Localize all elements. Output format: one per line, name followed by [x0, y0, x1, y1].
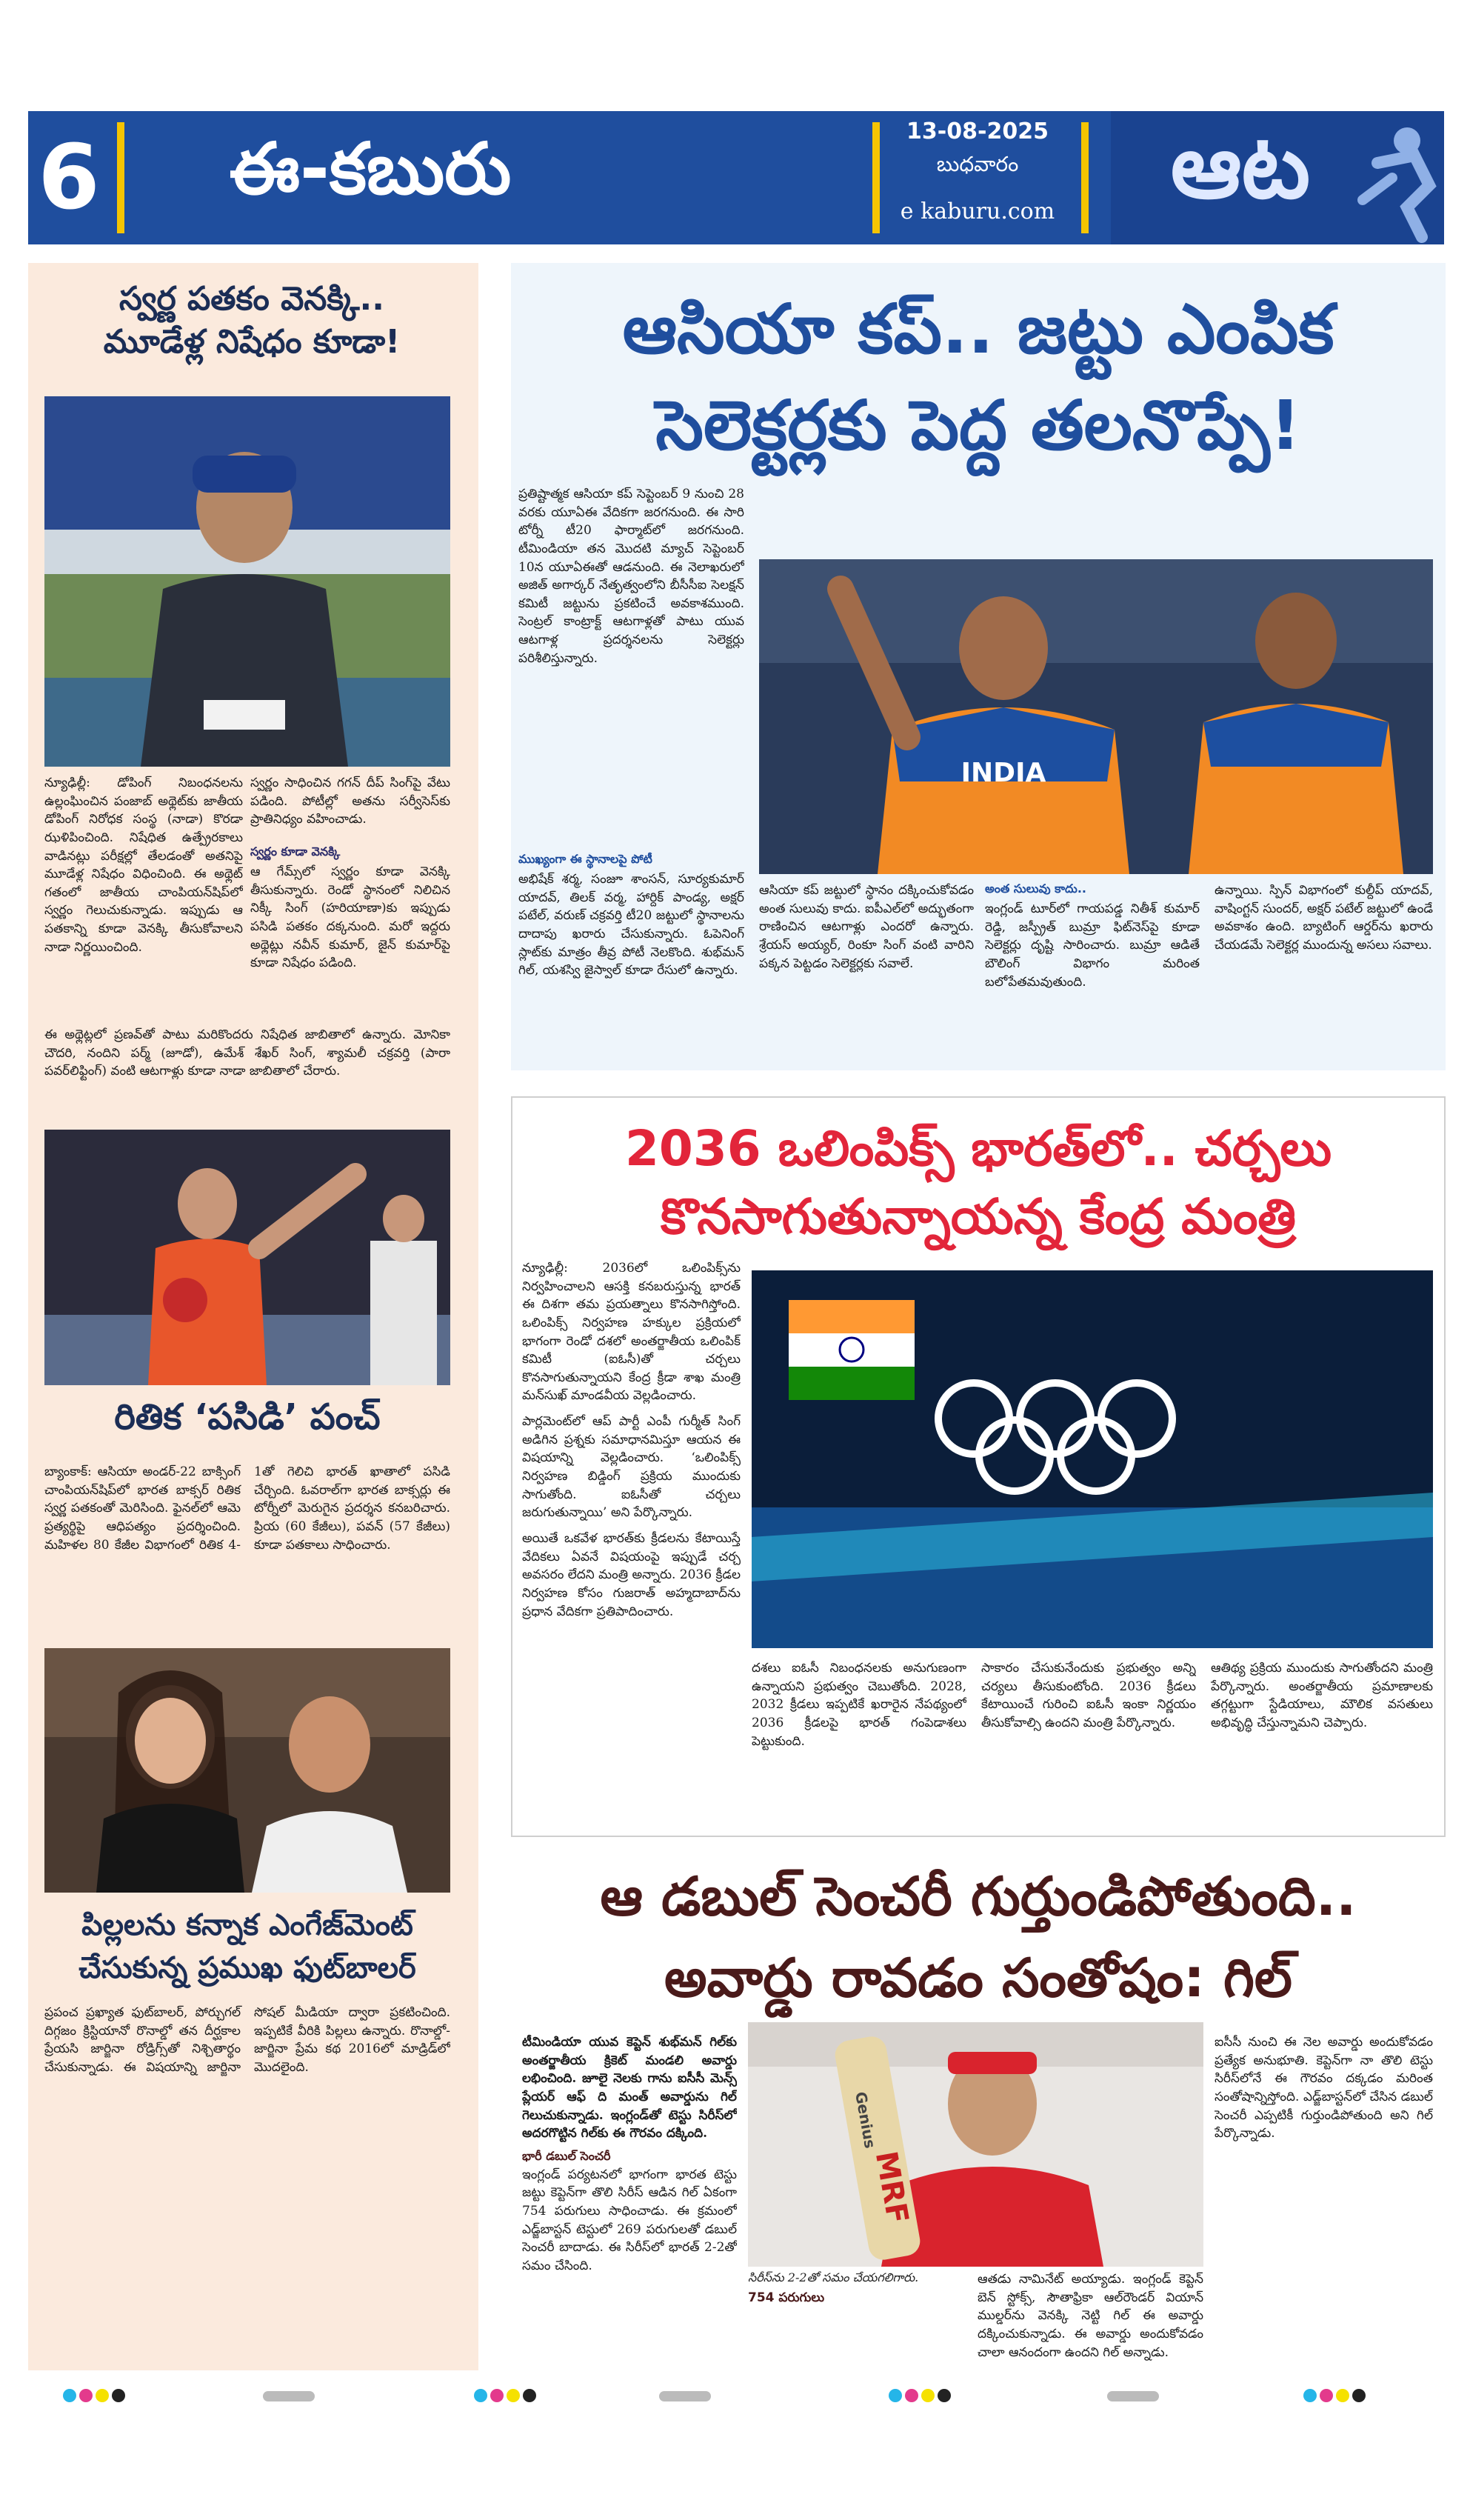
- article-body: ప్రతిష్టాత్మక ఆసియా కప్ సెప్టెంబర్ 9 నుంచి 28 వరకు యూఏఈ వేదికగా జరగనుంది. ఈ సారి టోర్నీ టీ20 ఫార్మాట్‌లో జరగనుంది. టీమిండియా తన మొదటి మ్యాచ్ సెప్టెంబర్ 10న యూఏఈతో ఆడనుంది. ఈ నెలాఖరులో అజిత్ అగార్కర్ నేతృత్వంలోని బీసీసీఐ సెలక్షన్ కమిటీ జట్టును ప్రకటించే అవకాశముంది. సెంట్రల్ కాంట్రాక్ట్ ఆటగాళ్లతో పాటు యువ ఆటగాళ్ల ప్రదర్శనలను సెలెక్టర్లు పరిశీలిస్తున్నారు.: [518, 487, 744, 666]
- color-registration-mark: [63, 2389, 125, 2402]
- page-number: 6: [38, 126, 100, 230]
- article-headline: [511, 1856, 1446, 2019]
- article-headline: [44, 1904, 450, 1990]
- article-body: ఐసీసీ నుంచి ఈ నెల అవార్డు అందుకోవడం ప్రత్యేక అనుభూతి. కెప్టెన్‌గా నా తొలి టెస్టు సిరీస్‌లోనే ఈ గౌరవం దక్కడం మరింత సంతోషాన్నిస్తోంది. ఎడ్జ్‌బాస్టన్‌లో చేసిన డబుల్ సెంచరీ ఎప్పటికీ గుర్తుండిపోతుంది అని గిల్ పేర్కొన్నాడు.: [1215, 2035, 1433, 2141]
- color-registration-mark: [1303, 2389, 1366, 2402]
- section-title: ఆట: [1170, 116, 1311, 219]
- cricketers-photo: [759, 559, 1433, 874]
- headline-line: పిల్లలను కన్నాక ఎంగేజ్‌మెంట్: [81, 1908, 413, 1942]
- photo-caption: సిరీస్‌ను 2-2తో సమం చేయగలిగారు.: [748, 2270, 919, 2284]
- article-body: ఆ గేమ్స్‌లో స్వర్ణం కూడా వెనక్కి తీసుకున్నారు. రెండో స్థానంలో నిలిచిన నిక్కీ సింగ్ (హరియాణా)కు ఇప్పుడు పసిడి పతకం దక్కనుంది. మరో ఇద్దరు అథ్లెట్లు నవీన్ కుమార్, జైన్ కుమార్‌పై కూడా నిషేధం పడింది.: [250, 864, 450, 971]
- article-body: సాకారం చేసుకునేందుకు ప్రభుత్వం అన్ని చర్యలు తీసుకుంటోంది. 2036 క్రీడలు కేటాయించే గురించి ఐఓసీ ఇంకా నిర్ణయం తీసుకోవాల్సి ఉందని మంత్రి పేర్కొన్నారు.: [981, 1661, 1196, 1730]
- article-subhead: ముఖ్యంగా ఈ స్థానాలపై పోటీ: [518, 852, 652, 866]
- bat-logo: MRF: [868, 2148, 915, 2227]
- gray-registration-bar: [659, 2391, 711, 2401]
- article-body: ప్రపంచ ప్రఖ్యాత ఫుట్‌బాలర్, పోర్చుగల్ దిగ్గజం క్రిస్టియానో రొనాల్డో తన దీర్ఘకాల ప్రేయసి జార్జినా రోడ్రిగ్స్‌తో నిశ్చితార్థం చేసుకున్నాడు. ఈ విషయాన్ని జార్జినా సోషల్ మీడియా ద్వారా ప్రకటించింది. ఇప్పటికే వీరికి పిల్లలు ఉన్నారు. రొనాల్డో-జార్జినా ప్రేమ కథ 2016లో మాడ్రిడ్‌లో మొదలైంది.: [44, 2005, 450, 2075]
- headline-line: ఆసియా కప్.. జట్టు ఎంపిక: [622, 290, 1334, 369]
- athlete-photo: [44, 396, 450, 767]
- article-body: అభిషేక్ శర్మ, సంజూ శాంసన్, సూర్యకుమార్ యాదవ్, తిలక్ వర్మ, హార్దిక్ పాండ్య, అక్షర్ పటేల్, వరుణ్ చక్రవర్తి టీ20 జట్టులో స్థానాలను దాదాపు ఖరారు చేసుకున్నారు. ఓపెనింగ్ స్లాట్‌కు మాత్రం తీవ్ర పోటీ నెలకొంది. శుభ్‌మన్ గిల్, యశస్వి జైస్వాల్ కూడా రేసులో ఉన్నారు.: [518, 872, 744, 979]
- headline-line: 2036 ఒలింపిక్స్ భారత్‌లో.. చర్చలు: [624, 1120, 1332, 1177]
- olympic-ceremony-photo: [752, 1270, 1433, 1648]
- masthead-divider: [872, 122, 880, 233]
- paragraph: న్యూఢిల్లీ: 2036లో ఒలింపిక్స్‌ను నిర్వహించాలని ఆసక్తి కనబరుస్తున్న భారత్ ఈ దిశగా తమ ప్రయత్నాలు కొనసాగిస్తోంది. ఒలింపిక్స్ నిర్వహణ హక్కుల ప్రక్రియలో భాగంగా రెండో దశలో అంతర్జాతీయ ఒలింపిక్ కమిటీ (ఐఓసీ)తో చర్చలు కొనసాగుతున్నాయని కేంద్ర క్రీడా శాఖ మంత్రి మన్‌సుఖ్ మాండవీయ వెల్లడించారు.: [522, 1261, 741, 1404]
- masthead-divider: [1081, 122, 1089, 233]
- color-registration-mark: [889, 2389, 951, 2402]
- article-subhead: అంత సులువు కాదు..: [985, 881, 1086, 896]
- masthead-divider: [117, 122, 124, 233]
- paper-name: ఈ-కబురు: [229, 127, 512, 210]
- article-body: న్యూఢిల్లీ: డోపింగ్ నిబంధనలను ఉల్లంఘించిన పంజాబ్ అథ్లెట్‌కు జాతీయ డోపింగ్ నిరోధక సంస్థ (నాడా) కొరడా ఝళిపించింది. నిషేధిత ఉత్ప్రేరకాలు వాడినట్లు పరీక్షల్లో తేలడంతో అతనిపై మూడేళ్ల నిషేధం విధించింది. ఈ అథ్లెట్ గతంలో జాతీయ చాంపియన్‌షిప్‌లో స్వర్ణం గెలుచుకున్నాడు. ఇప్పుడు ఆ పతకాన్ని కూడా వెనక్కి తీసుకోవాలని నాడా నిర్ణయించింది.: [44, 776, 243, 955]
- couple-photo: [44, 1648, 450, 1893]
- paragraph: ఇంగ్లండ్ పర్యటనలో భాగంగా భారత టెస్టు జట్టు కెప్టెన్‌గా తొలి సిరీస్ ఆడిన గిల్ ఏకంగా 754 పరుగులు సాధించాడు. ఈ క్రమంలో ఎడ్జ్‌బాస్టన్ టెస్టులో 269 పరుగులతో డబుల్ సెంచరీ బాదాడు. ఈ సిరీస్‌లో భారత్ 2-2తో సమం చేసింది.: [522, 2167, 737, 2274]
- paragraph: అయితే ఒకవేళ భారత్‌కు క్రీడలను కేటాయిస్తే వేదికలు ఏవనే విషయంపై ఇప్పుడే చర్చ అవసరం లేదని మంత్రి అన్నారు. 2036 క్రీడల నిర్వహణ కోసం గుజరాత్ అహ్మదాబాద్‌ను ప్రధాన వేదికగా ప్రతిపాదించారు.: [522, 1530, 741, 1619]
- article-body: [522, 1259, 741, 1800]
- article-body: ఆతడు నామినేట్ అయ్యాడు. ఇంగ్లండ్ కెప్టెన్ బెన్ స్టోక్స్, సౌతాఫ్రికా ఆల్‌రౌండర్ వియాన్ ముల్డర్‌ను వెనక్కి నెట్టి గిల్ ఈ అవార్డు దక్కించుకున్నాడు. ఈ అవార్డు అందుకోవడం చాలా ఆనందంగా ఉందని గిల్ అన్నాడు.: [978, 2272, 1203, 2360]
- article-body: దశలు ఐఓసీ నిబంధనలకు అనుగుణంగా ఉన్నాయని ప్రభుత్వం చెబుతోంది. 2028, 2032 క్రీడలు ఇప్పటికే ఖరారైన నేపథ్యంలో 2036 క్రీడలపై భారత్ గంపెడాశలు పెట్టుకుంది.: [752, 1661, 966, 1749]
- article-headline: [511, 1115, 1446, 1251]
- article-body: ఆతిథ్య ప్రక్రియ ముందుకు సాగుతోందని మంత్రి పేర్కొన్నారు. అంతర్జాతీయ ప్రమాణాలకు తగ్గట్టుగా స్టేడియాలు, మౌలిక వసతులు అభివృద్ధి చేస్తున్నామని చెప్పారు.: [1211, 1661, 1433, 1730]
- article-headline: [511, 281, 1446, 474]
- stat-highlight: 754 పరుగులు: [748, 2290, 825, 2305]
- article-body: ఈ అథ్లెట్లలో ప్రణవ్‌తో పాటు మరికొందరు నిషేధిత జాబితాలో ఉన్నారు. మోనికా చౌదరి, నందిని పర్మ్ (జూడో), ఉమేశ్ శేఖర్ సింగ్, శ్యామలీ చక్రవర్తి (పారా పవర్‌లిఫ్టింగ్) వంటి ఆటగాళ్లు కూడా నాడా జాబితాలో చేరారు.: [44, 1027, 450, 1079]
- gill-photo: [748, 2022, 1203, 2267]
- issue-date: 13-08-2025: [906, 119, 1049, 144]
- article-subhead: స్వర్ణం కూడా వెనక్కి: [250, 844, 341, 859]
- boxer-photo: [44, 1130, 450, 1385]
- gray-registration-bar: [1107, 2391, 1159, 2401]
- article-headline: రితిక ‘పసిడి’ పంచ్: [114, 1396, 381, 1438]
- article-body: ఆసియా కప్ జట్టులో స్థానం దక్కించుకోవడం అంత సులువు కాదు. ఐపీఎల్‌లో అద్భుతంగా రాణించిన ఆటగాళ్లు ఎందరో ఉన్నారు. శ్రేయస్ అయ్యర్, రింకూ సింగ్ వంటి వారిని పక్కన పెట్టడం సెలెక్టర్లకు సవాలే.: [759, 883, 974, 971]
- headline-line: ఆ డబుల్ సెంచరీ గుర్తుండిపోతుంది..: [600, 1865, 1357, 1927]
- issue-day: బుధవారం: [936, 152, 1019, 176]
- article-body: ఇంగ్లండ్ టూర్‌లో గాయపడ్డ నితీశ్ కుమార్ రెడ్డి, జస్ప్రీత్ బుమ్రా ఫిట్‌నెస్‌పై కూడా సెలెక్టర్లు దృష్టి సారించారు. బుమ్రా ఆడితే బౌలింగ్ విభాగం మరింత బలోపేతమవుతుంది.: [985, 901, 1200, 990]
- bat-label: Genius: [852, 2090, 880, 2150]
- paragraph: టీమిండియా యువ కెప్టెన్ శుభ్‌మన్ గిల్‌కు అంతర్జాతీయ క్రికెట్ మండలి అవార్డు లభించింది. జూలై నెలకు గాను ఐసీసీ మెన్స్ ప్లేయర్ ఆఫ్ ది మంత్ అవార్డును గిల్ గెలుచుకున్నాడు. ఇంగ్లండ్‌తో టెస్టు సిరీస్‌లో అదరగొట్టిన గిల్‌కు ఈ గౌరవం దక్కింది.: [522, 2035, 737, 2141]
- article-headline: [44, 278, 459, 364]
- website[interactable]: e kaburu.com: [900, 199, 1055, 224]
- paragraph: పార్లమెంట్‌లో ఆప్ పార్టీ ఎంపీ గుర్మీత్ సింగ్ అడిగిన ప్రశ్నకు సమాధానమిస్తూ ఆయన ఈ విషయాన్ని వెల్లడించారు. ‘ఒలింపిక్స్ నిర్వహణ బిడ్డింగ్ ప్రక్రియ ముందుకు సాగుతోంది. ఐఓసీతో చర్చలు జరుగుతున్నాయి’ అని పేర్కొన్నారు.: [522, 1414, 741, 1521]
- headline-line: చేసుకున్న ప్రముఖ ఫుట్‌బాలర్: [78, 1951, 416, 1985]
- article-body: ఉన్నాయి. స్పిన్ విభాగంలో కుల్దీప్ యాదవ్, వాషింగ్టన్ సుందర్, అక్షర్ పటేల్ జట్టులో ఉండే అవకాశం ఉంది. బ్యాటింగ్ ఆర్డర్‌ను ఖరారు చేయడమే సెలెక్టర్ల ముందున్న అసలు సవాలు.: [1215, 883, 1433, 953]
- color-registration-mark: [474, 2389, 536, 2402]
- headline-line: మూడేళ్ల నిషేధం కూడా!: [103, 323, 401, 361]
- headline-line: అవార్డు రావడం సంతోషం: గిల్: [664, 1947, 1292, 2009]
- headline-line: స్వర్ణ పతకం వెనక్కి..: [119, 280, 384, 318]
- article-subhead: భారీ డబుల్ సెంచరీ: [522, 2148, 611, 2163]
- article-body: బ్యాంకాక్: ఆసియా అండర్-22 బాక్సింగ్ చాంపియన్‌షిప్‌లో భారత బాక్సర్ రితిక స్వర్ణ పతకంతో మెరిసింది. ఫైనల్‌లో ఆమె ప్రత్యర్థిపై ఆధిపత్యం ప్రదర్శించింది. మహిళల 80 కేజీల విభాగంలో రితిక 4-1తో గెలిచి భారత్ ఖాతాలో పసిడి చేర్చింది. ఓవరాల్‌గా భారత బాక్సర్లు ఈ టోర్నీలో మెరుగైన ప్రదర్శన కనబరిచారు. ప్రియ (60 కేజీలు), పవన్ (57 కేజీలు) కూడా పతకాలు సాధించారు.: [44, 1464, 450, 1553]
- svg-text:INDIA: INDIA: [960, 758, 1046, 788]
- article-body: స్వర్ణం సాధించిన గగన్ దీప్ సింగ్‌పై వేటు పడింది. పోటీల్లో అతను సర్వీసెస్‌కు ప్రాతినిధ్యం వహించాడు.: [250, 776, 450, 827]
- article-body: [522, 2033, 737, 2363]
- gray-registration-bar: [263, 2391, 315, 2401]
- headline-line: కొనసాగుతున్నాయన్న కేంద్ర మంత్రి: [660, 1188, 1297, 1245]
- headline-line: సెలెక్టర్లకు పెద్ద తలనొప్పే!: [655, 386, 1301, 465]
